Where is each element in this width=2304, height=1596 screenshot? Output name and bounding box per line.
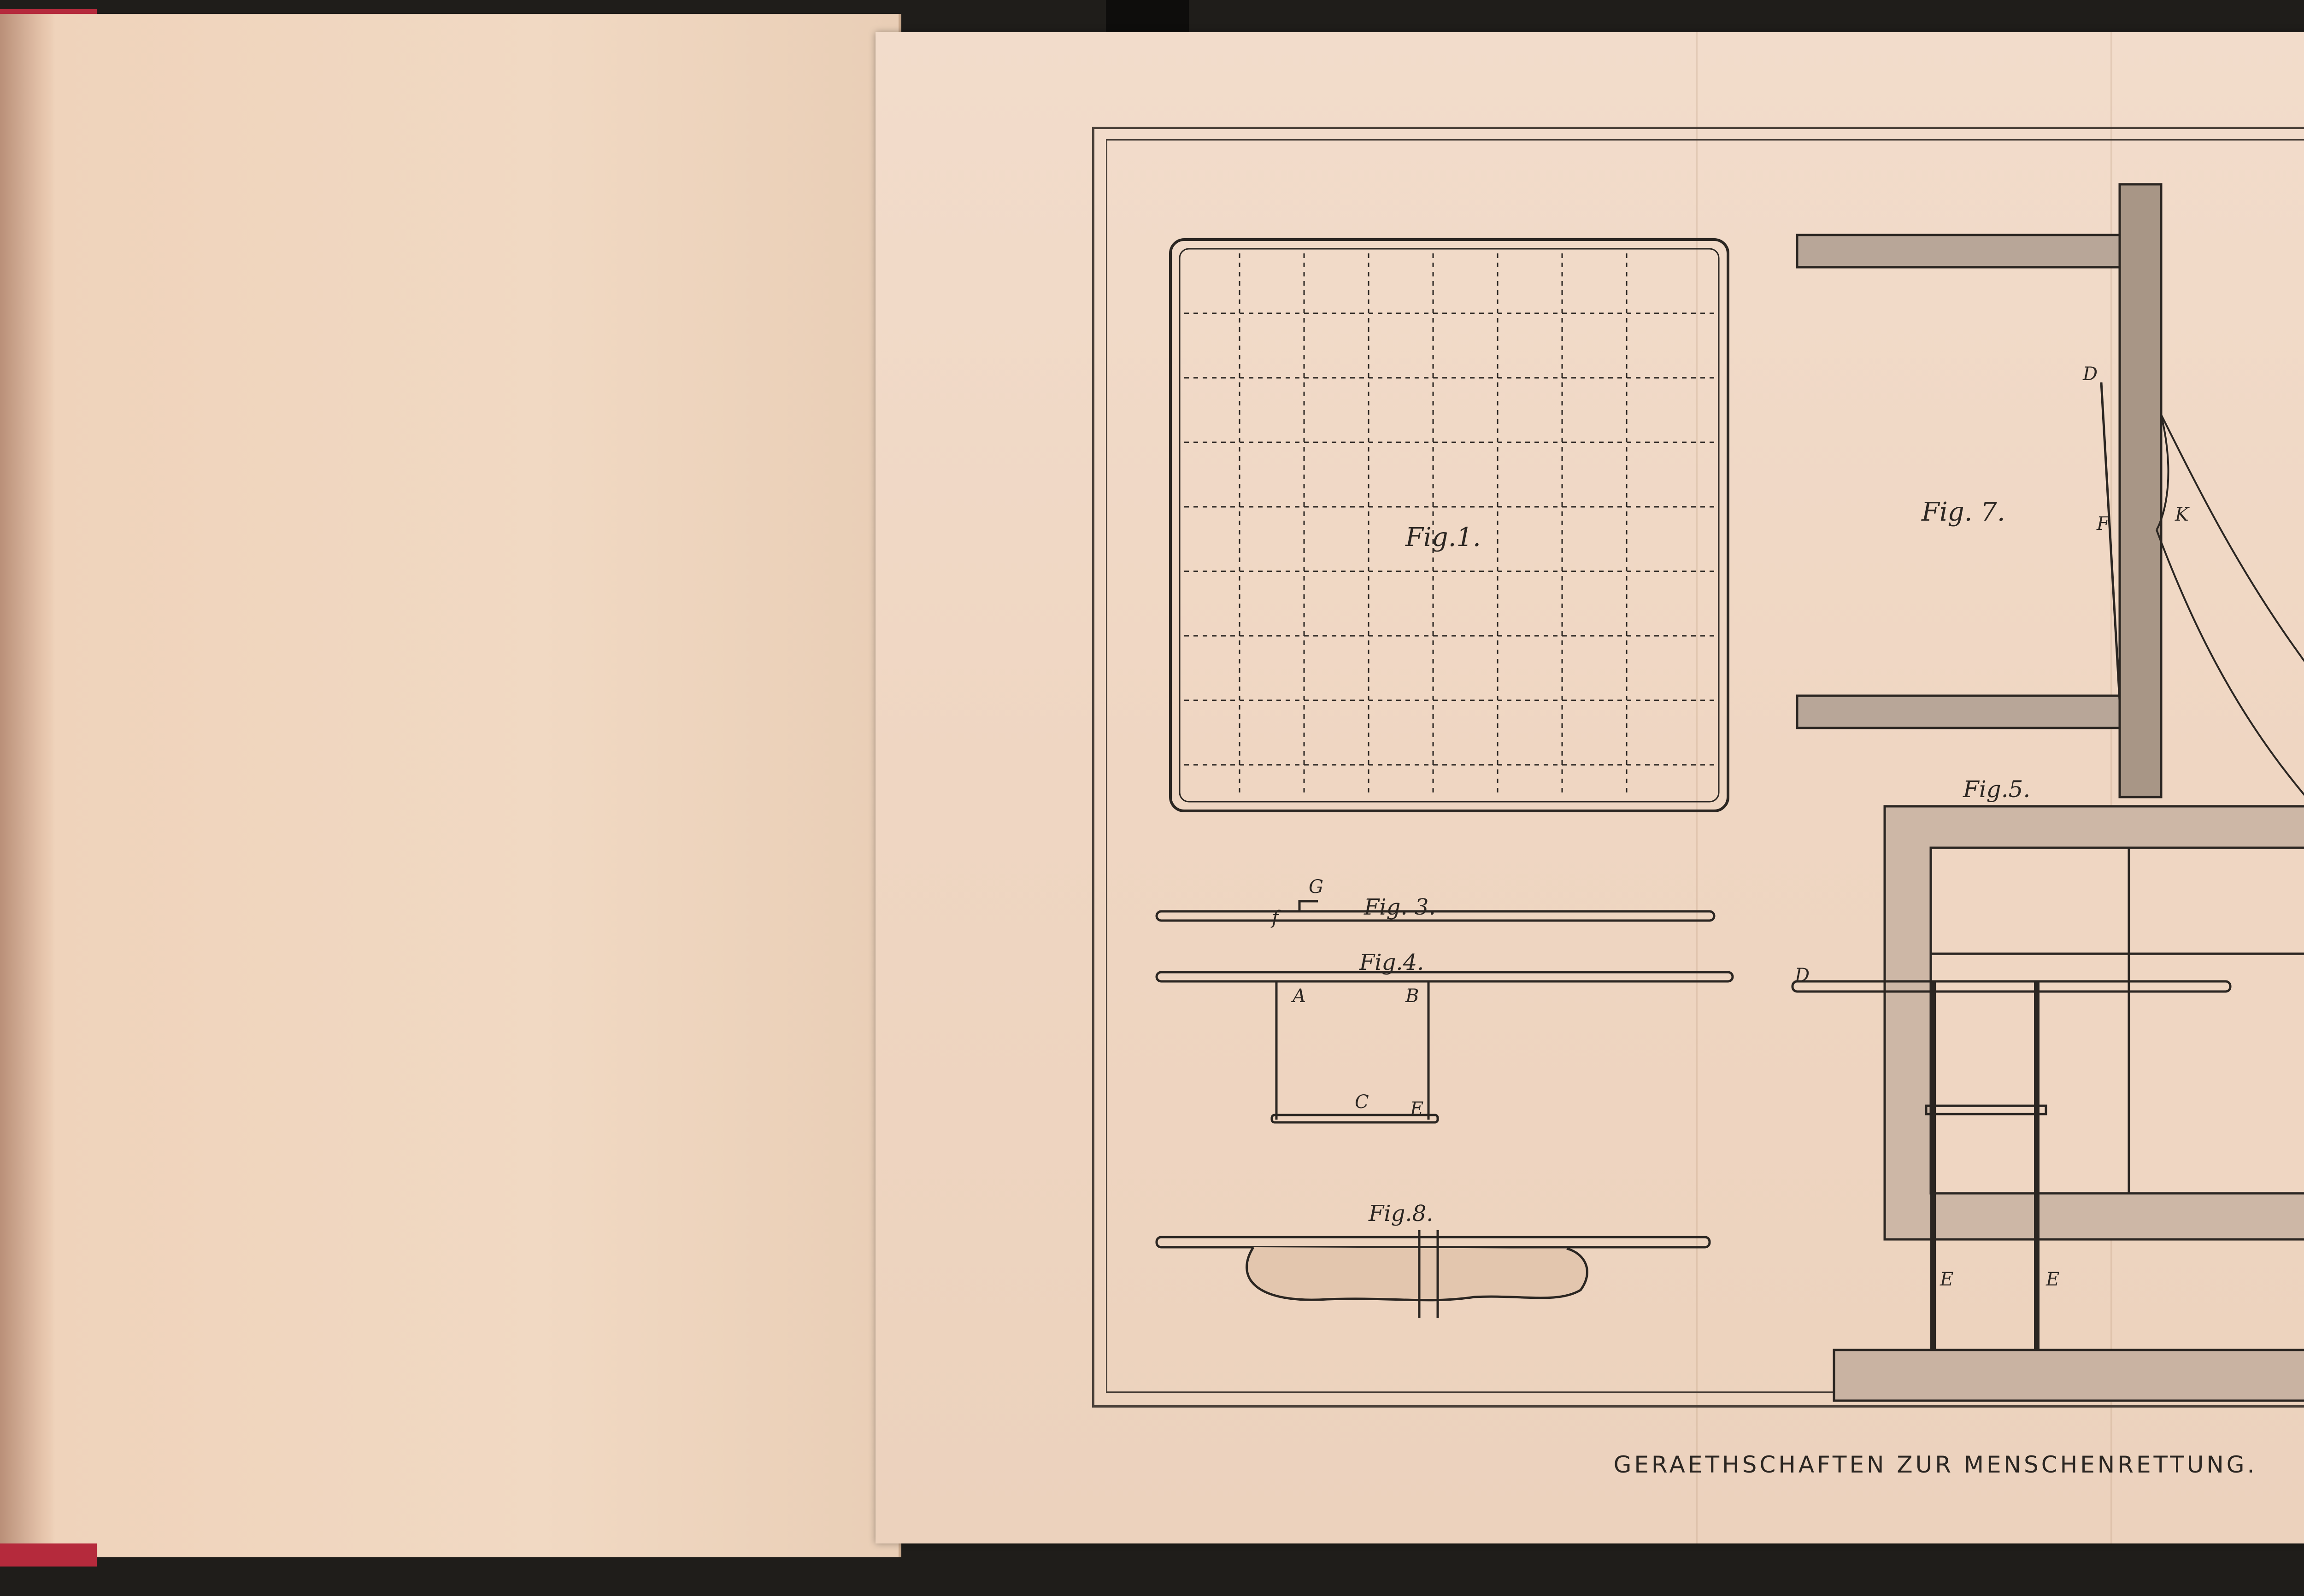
fig5-label: Fig.5. bbox=[1963, 776, 2031, 803]
letter-K: K bbox=[2175, 504, 2189, 525]
fig8-label: Fig.8. bbox=[1369, 1201, 1434, 1226]
fig8-rolled-blanket bbox=[1157, 1230, 1710, 1318]
fig4-label: Fig.4. bbox=[1359, 950, 1424, 975]
fig5-window-poles bbox=[1793, 806, 2304, 1401]
letter-E: E bbox=[2046, 1269, 2060, 1290]
letter-D: D bbox=[2083, 364, 2098, 385]
letter-D: D bbox=[1795, 965, 1810, 986]
blank-left-page bbox=[0, 14, 901, 1557]
letter-B: B bbox=[1405, 986, 1419, 1007]
letter-f: f bbox=[1272, 907, 1279, 928]
fig1-label: Fig.1. bbox=[1405, 522, 1481, 552]
fig3-label: Fig. 3. bbox=[1364, 894, 1436, 920]
letter-C: C bbox=[1355, 1091, 1369, 1113]
fig4-carrying-sling bbox=[1157, 972, 1733, 1122]
letter-F: F bbox=[2097, 513, 2110, 534]
foldout-plate bbox=[876, 32, 2304, 1543]
plate-caption: GERAETHSCHAFTEN ZUR MENSCHENRETTUNG. bbox=[1613, 1451, 2257, 1478]
letter-A: A bbox=[1293, 986, 1306, 1007]
letter-G: G bbox=[1309, 876, 1323, 898]
background-gap bbox=[1106, 0, 1189, 32]
fig7-label: Fig. 7. bbox=[1922, 497, 2005, 527]
binding-edge-bottom bbox=[0, 1543, 97, 1567]
letter-E: E bbox=[1940, 1269, 1954, 1290]
engraving bbox=[876, 32, 2304, 1543]
letter-E: E bbox=[1410, 1098, 1424, 1120]
book-spine-shadow bbox=[0, 14, 55, 1557]
